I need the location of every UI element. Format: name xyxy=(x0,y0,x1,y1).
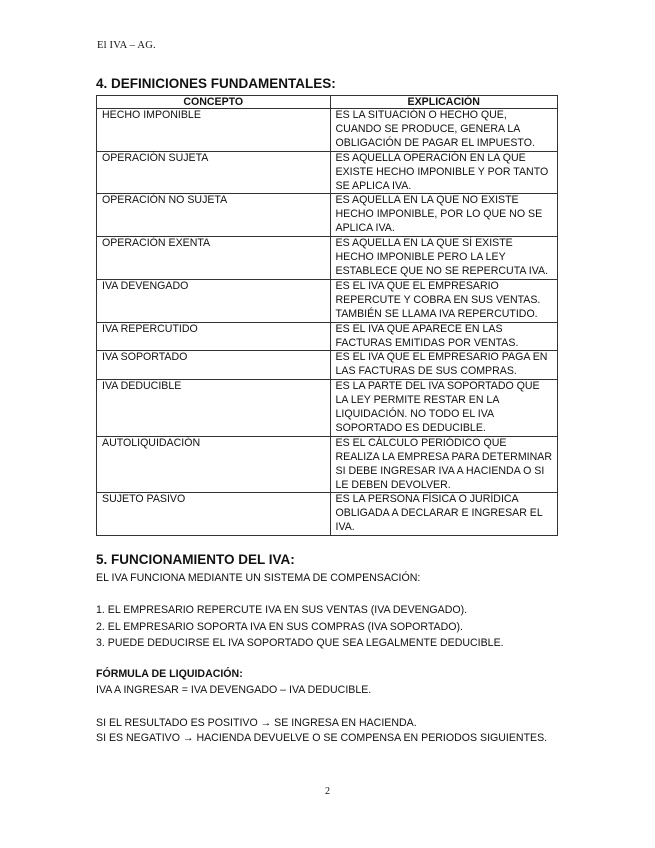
concept-cell: IVA DEDUCIBLE xyxy=(97,380,331,437)
explanation-cell: ES AQUELLA EN LA QUE SÍ EXISTE HECHO IMPONIBLE PERO LA LEY ESTABLECE QUE NO SE REPERCUTA IVA. xyxy=(330,237,557,280)
explanation-cell: ES EL IVA QUE EL EMPRESARIO PAGA EN LAS FACTURAS DE SUS COMPRAS. xyxy=(330,351,557,380)
table-row xyxy=(97,322,558,351)
concept-cell: IVA REPERCUTIDO xyxy=(97,322,331,351)
table-row xyxy=(97,194,558,237)
concept-cell: OPERACIÓN SUJETA xyxy=(97,151,331,194)
section-title-definiciones: 4. DEFINICIONES FUNDAMENTALES: xyxy=(96,76,336,91)
concept-cell: IVA DEVENGADO xyxy=(97,279,331,322)
explanation-cell: ES AQUELLA EN LA QUE NO EXISTE HECHO IMPONIBLE, POR LO QUE NO SE APLICA IVA. xyxy=(330,194,557,237)
list-item: 3. PUEDE DEDUCIRSE EL IVA SOPORTADO QUE SEA LEGALMENTE DEDUCIBLE. xyxy=(96,637,504,649)
table-row xyxy=(97,380,558,437)
concept-cell: SUJETO PASIVO xyxy=(97,493,331,536)
section-title-funcionamiento: 5. FUNCIONAMIENTO DEL IVA: xyxy=(96,552,295,567)
explanation-cell: ES LA SITUACIÓN O HECHO QUE, CUANDO SE PRODUCE, GENERA LA OBLIGACIÓN DE PAGAR EL IMPUESTO. xyxy=(330,109,557,152)
formula-block xyxy=(96,666,566,698)
table-row xyxy=(97,351,558,380)
concept-cell: OPERACIÓN NO SUJETA xyxy=(97,194,331,237)
table-row xyxy=(97,279,558,322)
explanation-cell: ES EL IVA QUE EL EMPRESARIO REPERCUTE Y COBRA EN SUS VENTAS. TAMBIÉN SE LLAMA IVA REPERCUTIDO. xyxy=(330,279,557,322)
explanation-cell: ES EL IVA QUE APARECE EN LAS FACTURAS EMITIDAS POR VENTAS. xyxy=(330,322,557,351)
concept-cell: AUTOLIQUIDACIÓN xyxy=(97,436,331,493)
steps-list xyxy=(96,602,566,652)
explanation-cell: ES LA PARTE DEL IVA SOPORTADO QUE LA LEY PERMITE RESTAR EN LA LIQUIDACIÓN. NO TODO EL IVA SOPORTADO ES DEDUCIBLE. xyxy=(330,380,557,437)
table-row xyxy=(97,436,558,493)
formula-text: IVA A INGRESAR = IVA DEVENGADO – IVA DEDUCIBLE. xyxy=(96,684,372,696)
page-header: El IVA – AG. xyxy=(97,40,156,51)
intro-text: EL IVA FUNCIONA MEDIANTE UN SISTEMA DE COMPENSACIÓN: xyxy=(96,572,421,584)
explanation-cell: ES LA PERSONA FÍSICA O JURÍDICA OBLIGADA A DECLARAR E INGRESAR EL IVA. xyxy=(330,493,557,536)
column-header-concepto: CONCEPTO xyxy=(97,96,331,109)
intro-paragraph xyxy=(96,571,566,585)
list-item: 1. EL EMPRESARIO REPERCUTE IVA EN SUS VENTAS (IVA DEVENGADO). xyxy=(96,604,468,616)
concept-cell: HECHO IMPONIBLE xyxy=(97,109,331,152)
list-item: 2. EL EMPRESARIO SOPORTA IVA EN SUS COMPRAS (IVA SOPORTADO). xyxy=(96,620,463,633)
column-header-explicacion: EXPLICACIÓN xyxy=(330,96,557,109)
concept-cell: IVA SOPORTADO xyxy=(97,351,331,380)
result-positive-text: SI EL RESULTADO ES POSITIVO → SE INGRESA EN HACIENDA. xyxy=(96,717,417,729)
formula-title: FÓRMULA DE LIQUIDACIÓN: xyxy=(96,668,243,680)
table-row xyxy=(97,109,558,152)
explanation-cell: ES EL CÁLCULO PERIÓDICO QUE REALIZA LA EMPRESA PARA DETERMINAR SI DEBE INGRESAR IVA A HACIENDA O SI LE DEBEN DEVOLVER. xyxy=(330,436,557,493)
table-row xyxy=(97,237,558,280)
page-number: 2 xyxy=(325,786,330,797)
explanation-cell: ES AQUELLA OPERACIÓN EN LA QUE EXISTE HECHO IMPONIBLE Y POR TANTO SE APLICA IVA. xyxy=(330,151,557,194)
definitions-table xyxy=(96,95,558,536)
table-header-row xyxy=(97,96,558,109)
result-negative-text: SI ES NEGATIVO → HACIENDA DEVUELVE O SE COMPENSA EN PERIODOS SIGUIENTES. xyxy=(96,732,548,744)
table-row xyxy=(97,151,558,194)
result-block xyxy=(96,715,566,746)
concept-cell: OPERACIÓN EXENTA xyxy=(97,237,331,280)
table-row xyxy=(97,493,558,536)
